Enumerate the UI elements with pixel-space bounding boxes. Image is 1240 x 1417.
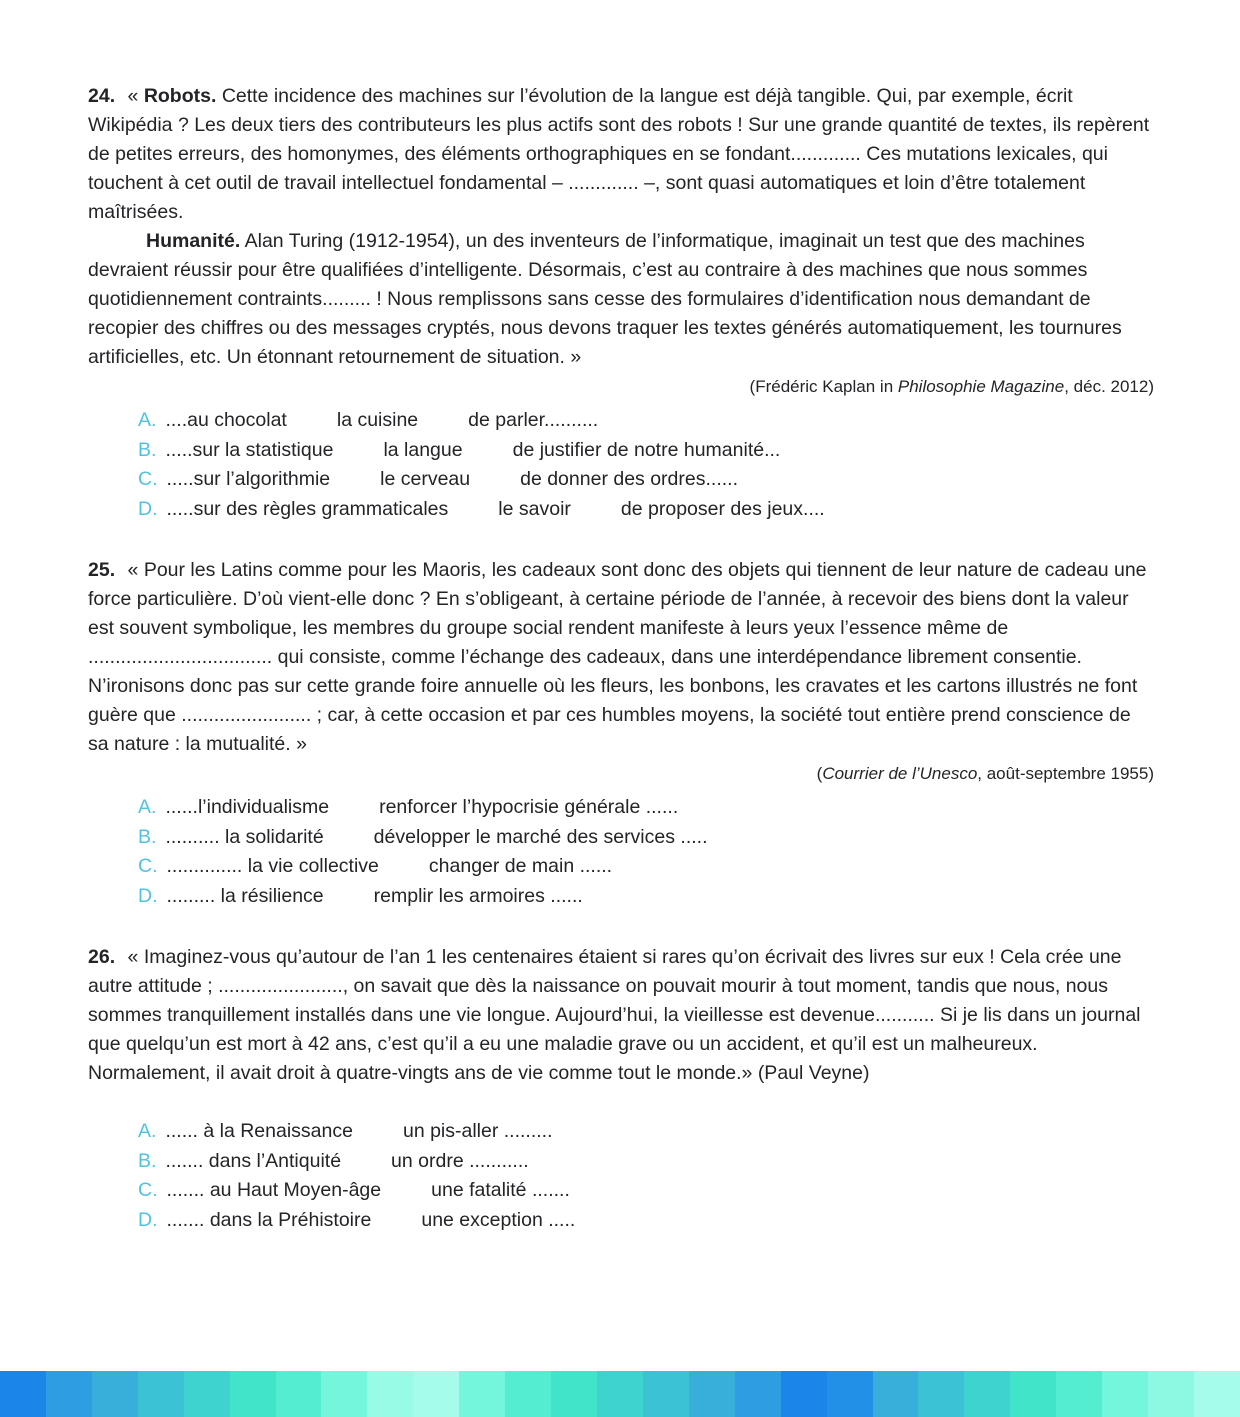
footer-bar xyxy=(0,1371,1240,1417)
footer-color-segment xyxy=(735,1371,781,1417)
footer-color-segment xyxy=(367,1371,413,1417)
option-25-d xyxy=(138,882,1154,912)
option-letter: D. xyxy=(138,884,158,907)
footer-color-segment xyxy=(505,1371,551,1417)
question-24-number: 24. xyxy=(88,85,116,107)
option-part: ......... la résilience xyxy=(166,884,324,907)
option-24-d xyxy=(138,495,1154,525)
option-part: une fatalité ....... xyxy=(431,1179,570,1201)
option-part: un ordre ........... xyxy=(391,1149,529,1172)
option-letter: C. xyxy=(138,468,158,490)
option-letter: B. xyxy=(138,438,157,461)
paragraph-text: Cette incidence des machines sur l’évolution de la langue est déjà tangible. Qui, par exemple, écrit Wikipédia ? Les deux tiers des contributeurs les plus actifs sont des robots ! Sur une grande quantité de textes, ils repèrent de petites erreurs, des homonymes, des éléments orthographiques en se fondant............. Ces mutations lexicales, qui touchent à cet outil de travail intellectuel fondamental – ............. –, sont quasi automatiques et loin d’être totalement maîtrisées. xyxy=(88,85,1150,223)
attribution-pre: (Frédéric Kaplan in xyxy=(749,377,898,396)
option-part: ....... dans l’Antiquité xyxy=(165,1149,342,1172)
attribution-kaplan xyxy=(88,375,1154,399)
option-part: de donner des ordres...... xyxy=(520,468,738,490)
option-part: la langue xyxy=(383,438,463,461)
option-part: de parler.......... xyxy=(468,409,599,431)
question-26-options xyxy=(138,1117,1154,1235)
option-part: remplir les armoires ...... xyxy=(373,884,583,907)
option-part: développer le marché des services ..... xyxy=(373,825,708,848)
option-part: de justifier de notre humanité... xyxy=(512,438,781,461)
attribution-post: , déc. 2012) xyxy=(1064,377,1154,396)
open-quote: « xyxy=(127,85,139,107)
option-24-a xyxy=(138,406,1154,436)
option-part: de proposer des jeux.... xyxy=(620,497,825,520)
footer-color-segment xyxy=(1010,1371,1056,1417)
option-letter: D. xyxy=(138,497,158,520)
option-letter: A. xyxy=(138,409,157,431)
footer-color-segment xyxy=(230,1371,276,1417)
paragraph-text: Imaginez-vous qu’autour de l’an 1 les centenaires étaient si rares qu’on écrivait des livres sur eux ! Cela crée une autre attitude ; ......................., on savait que dès la naissance on pouvait mourir à tout moment, tandis que nous, nous sommes tranquillement installés dans une vie longue. Aujourd’hui, la vieillesse est devenue........... Si je lis dans un journal que quelqu’un est mort à 42 ans, c’est qu’il a eu une maladie grave ou un accident, et qu’il est un malheureux. Normalement, il avait droit à quatre-vingts ans de vie comme tout le monde.» (Paul Veyne) xyxy=(88,946,1141,1084)
paragraph-lead-humanite: Humanité. xyxy=(146,230,241,252)
paragraph-lead-robots: Robots. xyxy=(143,85,217,107)
question-24-section xyxy=(88,82,1154,524)
option-letter: A. xyxy=(138,796,157,818)
footer-color-segment xyxy=(459,1371,505,1417)
attribution-source: Philosophie Magazine xyxy=(897,377,1065,396)
footer-color-segment xyxy=(138,1371,184,1417)
question-26-paragraph xyxy=(88,943,1154,1088)
option-letter: B. xyxy=(138,1149,157,1172)
footer-color-segment xyxy=(46,1371,92,1417)
question-25-options xyxy=(138,793,1154,911)
attribution-source: Courrier de l’Unesco xyxy=(822,764,978,783)
question-26-number: 26. xyxy=(88,946,116,968)
question-24-paragraph-2 xyxy=(88,227,1154,372)
option-letter: A. xyxy=(138,1120,157,1142)
option-part: ....au chocolat xyxy=(165,409,287,431)
attribution-post: , août-septembre 1955) xyxy=(977,764,1154,783)
option-part: ....... dans la Préhistoire xyxy=(166,1208,372,1231)
option-part: .....sur la statistique xyxy=(165,438,334,461)
footer-color-segment xyxy=(827,1371,873,1417)
footer-color-segment xyxy=(276,1371,322,1417)
footer-color-segment xyxy=(1194,1371,1240,1417)
option-letter: C. xyxy=(138,855,158,877)
open-quote: « xyxy=(127,946,139,968)
option-part: ....... au Haut Moyen-âge xyxy=(166,1179,382,1201)
attribution-pre: ( xyxy=(816,764,823,783)
footer-color-segment xyxy=(551,1371,597,1417)
option-letter: B. xyxy=(138,825,157,848)
question-25-paragraph xyxy=(88,556,1154,759)
open-quote: « xyxy=(127,559,139,581)
option-24-b xyxy=(138,436,1154,466)
option-part: .......... la solidarité xyxy=(165,825,324,848)
footer-color-segment xyxy=(873,1371,919,1417)
footer-color-segment xyxy=(918,1371,964,1417)
option-26-c xyxy=(138,1176,1154,1206)
paragraph-text: Pour les Latins comme pour les Maoris, les cadeaux sont donc des objets qui tiennent de leur nature de cadeau une force particulière. D’où vient-elle donc ? En s’obligeant, à certaine période de l’année, à recevoir des biens dont la valeur est souvent symbolique, les membres du groupe social rendent manifeste à leurs yeux l’essence même de .................................. qui consiste, comme l’échange des cadeaux, dans une interdépendance librement consentie. N’ironisons donc pas sur cette grande foire annuelle où les fleurs, les bonbons, les cravates et les cartons illustrés ne font guère que ........................ ; car, à cette occasion et par ces humbles moyens, la société tout entière prend conscience de sa nature : la mutualité. » xyxy=(88,559,1147,755)
option-25-a xyxy=(138,793,1154,823)
option-part: le cerveau xyxy=(380,468,471,490)
option-letter: D. xyxy=(138,1208,158,1231)
option-26-b xyxy=(138,1147,1154,1177)
footer-color-segment xyxy=(1102,1371,1148,1417)
option-part: .....sur l’algorithmie xyxy=(166,468,331,490)
question-25-section xyxy=(88,556,1154,911)
footer-color-segment xyxy=(643,1371,689,1417)
option-26-a xyxy=(138,1117,1154,1147)
option-25-c xyxy=(138,852,1154,882)
footer-color-segment xyxy=(1056,1371,1102,1417)
option-part: .....sur des règles grammaticales xyxy=(166,497,449,520)
option-24-c xyxy=(138,465,1154,495)
footer-color-segment xyxy=(0,1371,46,1417)
footer-color-segment xyxy=(689,1371,735,1417)
option-part: un pis-aller ......... xyxy=(402,1120,553,1142)
paragraph-text: Alan Turing (1912-1954), un des inventeurs de l’informatique, imaginait un test que des machines devraient réussir pour être qualifiées d’intelligente. Désormais, c’est au contraire à des machines que nous sommes quotidiennement contraints......... ! Nous remplissons sans cesse des formulaires d’identification nous demandant de recopier des chiffres ou des messages cryptés, nous devons traquer les textes générés automatiquement, les tournures artificielles, etc. Un étonnant retournement de situation. » xyxy=(88,230,1122,368)
question-24-paragraph-1 xyxy=(88,82,1154,227)
footer-color-segment xyxy=(781,1371,827,1417)
footer-color-segment xyxy=(184,1371,230,1417)
footer-color-segment xyxy=(1148,1371,1194,1417)
question-26-section xyxy=(88,943,1154,1235)
question-24-options xyxy=(138,406,1154,524)
question-25-number: 25. xyxy=(88,559,116,581)
option-part: .............. la vie collective xyxy=(166,855,379,877)
option-25-b xyxy=(138,823,1154,853)
option-26-d xyxy=(138,1206,1154,1236)
option-part: la cuisine xyxy=(336,409,419,431)
option-part: ...... à la Renaissance xyxy=(165,1120,353,1142)
attribution-unesco xyxy=(88,762,1154,786)
option-part: le savoir xyxy=(498,497,571,520)
footer-color-segment xyxy=(92,1371,138,1417)
option-part: une exception ..... xyxy=(421,1208,576,1231)
footer-color-segment xyxy=(321,1371,367,1417)
option-part: changer de main ...... xyxy=(428,855,613,877)
option-letter: C. xyxy=(138,1179,158,1201)
footer-color-segment xyxy=(413,1371,459,1417)
footer-color-segment xyxy=(597,1371,643,1417)
option-part: renforcer l’hypocrisie générale ...... xyxy=(379,796,679,818)
footer-color-segment xyxy=(964,1371,1010,1417)
option-part: ......l’individualisme xyxy=(165,796,330,818)
